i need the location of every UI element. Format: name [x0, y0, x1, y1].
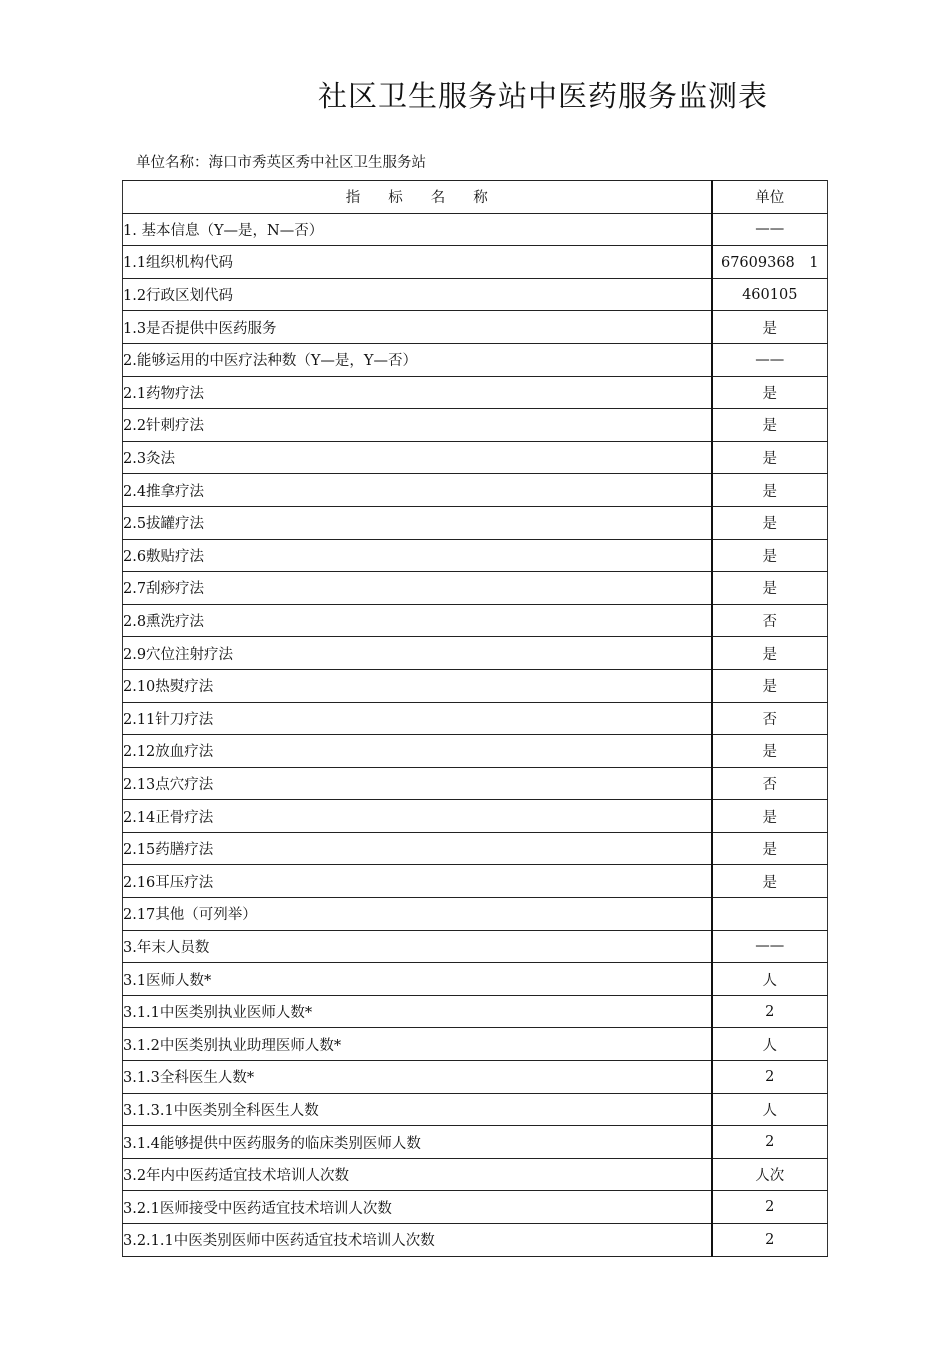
unit-value-cell: 人	[712, 963, 828, 996]
indicator-name-cell: 2.15药膳疗法	[123, 832, 712, 865]
unit-value-cell: 否	[712, 604, 828, 637]
unit-value-cell: 是	[712, 572, 828, 605]
table-row	[123, 311, 828, 344]
table-row	[123, 1126, 828, 1159]
indicator-name-cell: 3.1.1中医类别执业医师人数*	[123, 995, 712, 1028]
unit-value-cell: 是	[712, 637, 828, 670]
indicator-name-cell: 2.13点穴疗法	[123, 767, 712, 800]
indicator-name-cell: 3.1.2中医类别执业助理医师人数*	[123, 1028, 712, 1061]
unit-value-cell: 2	[712, 1191, 828, 1224]
unit-value-cell: 是	[712, 669, 828, 702]
table-row	[123, 1224, 828, 1257]
table-row	[123, 474, 828, 507]
table-row	[123, 376, 828, 409]
table-row	[123, 832, 828, 865]
unit-value-cell: 2	[712, 1224, 828, 1257]
table-row	[123, 213, 828, 246]
unit-value-cell: 否	[712, 767, 828, 800]
table-row	[123, 735, 828, 768]
table-row	[123, 995, 828, 1028]
table-row	[123, 604, 828, 637]
unit-value-cell: 2	[712, 995, 828, 1028]
unit-value-cell: 2	[712, 1061, 828, 1094]
table-row	[123, 669, 828, 702]
table-row	[123, 637, 828, 670]
table-row	[123, 1158, 828, 1191]
unit-value-cell: 是	[712, 506, 828, 539]
unit-value-cell: 是	[712, 441, 828, 474]
header-char: 标	[388, 190, 403, 207]
table-row	[123, 506, 828, 539]
unit-value-cell: 2	[712, 1126, 828, 1159]
unit-value-cell: 是	[712, 409, 828, 442]
table-header-row	[123, 181, 828, 214]
table-row	[123, 1191, 828, 1224]
indicator-name-cell: 3.2年内中医药适宜技术培训人次数	[123, 1158, 712, 1191]
indicator-name-cell: 2.4推拿疗法	[123, 474, 712, 507]
table-row	[123, 800, 828, 833]
indicator-name-cell: 2.3灸法	[123, 441, 712, 474]
indicator-name-header	[123, 181, 712, 214]
indicator-name-cell: 1.1组织机构代码	[123, 246, 712, 279]
unit-value-cell: 是	[712, 735, 828, 768]
table-row	[123, 1093, 828, 1126]
indicator-name-cell: 3.1.3.1中医类别全科医生人数	[123, 1093, 712, 1126]
unit-value-cell	[712, 898, 828, 931]
indicator-name-cell: 1. 基本信息（Y—是，N—否）	[123, 213, 712, 246]
unit-value-cell: ——	[712, 213, 828, 246]
unit-value-cell: 是	[712, 474, 828, 507]
indicator-name-cell: 3.2.1医师接受中医药适宜技术培训人次数	[123, 1191, 712, 1224]
unit-value-cell: ——	[712, 343, 828, 376]
table-body	[123, 213, 828, 1256]
unit-value-cell: 是	[712, 539, 828, 572]
table-row	[123, 898, 828, 931]
indicator-name-cell: 3.2.1.1中医类别医师中医药适宜技术培训人次数	[123, 1224, 712, 1257]
header-char: 指	[345, 190, 361, 207]
indicator-name-cell: 3.1医师人数*	[123, 963, 712, 996]
unit-value-cell: 人	[712, 1028, 828, 1061]
indicator-name-cell: 2.5拔罐疗法	[123, 506, 712, 539]
unit-value-cell: 460105	[712, 278, 828, 311]
indicator-name-cell: 2.10热熨疗法	[123, 669, 712, 702]
indicator-name-cell: 3.1.3全科医生人数*	[123, 1061, 712, 1094]
indicator-name-cell: 2.能够运用的中医疗法种数（Y—是，Y—否）	[123, 343, 712, 376]
unit-value-cell: 否	[712, 702, 828, 735]
indicator-name-cell: 2.11针刀疗法	[123, 702, 712, 735]
header-char: 名	[430, 190, 446, 207]
table-row	[123, 539, 828, 572]
unit-value-cell: 人次	[712, 1158, 828, 1191]
indicator-name-cell: 3.1.4能够提供中医药服务的临床类别医师人数	[123, 1126, 712, 1159]
monitoring-table	[122, 180, 828, 1257]
unit-name-label: 单位名称：海口市秀英区秀中社区卫生服务站	[136, 155, 426, 171]
unit-value-cell: 是	[712, 376, 828, 409]
table-row	[123, 572, 828, 605]
page-title: 社区卫生服务站中医药服务监测表	[318, 79, 769, 113]
indicator-name-cell: 2.12放血疗法	[123, 735, 712, 768]
indicator-name-cell: 2.2针刺疗法	[123, 409, 712, 442]
indicator-name-cell: 2.14正骨疗法	[123, 800, 712, 833]
header-char: 称	[473, 190, 488, 207]
table-row	[123, 1061, 828, 1094]
unit-value-cell: 是	[712, 311, 828, 344]
unit-value-cell: 人	[712, 1093, 828, 1126]
table-row	[123, 409, 828, 442]
unit-value-cell: 是	[712, 800, 828, 833]
indicator-name-cell: 2.1药物疗法	[123, 376, 712, 409]
unit-value-cell: ——	[712, 930, 828, 963]
table-row	[123, 441, 828, 474]
table-row	[123, 865, 828, 898]
indicator-name-cell: 1.3是否提供中医药服务	[123, 311, 712, 344]
table-row	[123, 246, 828, 279]
indicator-name-cell: 2.16耳压疗法	[123, 865, 712, 898]
unit-value-cell: 是	[712, 832, 828, 865]
unit-value-cell: 67609368 1	[712, 246, 828, 279]
table-row	[123, 1028, 828, 1061]
table-row	[123, 963, 828, 996]
table-row	[123, 278, 828, 311]
indicator-name-cell: 2.8熏洗疗法	[123, 604, 712, 637]
indicator-name-cell: 2.7刮痧疗法	[123, 572, 712, 605]
indicator-name-cell: 2.17其他（可列举）	[123, 898, 712, 931]
indicator-name-cell: 2.6敷贴疗法	[123, 539, 712, 572]
unit-header: 单位	[712, 181, 828, 214]
indicator-name-cell: 3.年末人员数	[123, 930, 712, 963]
table-row	[123, 343, 828, 376]
indicator-name-cell: 2.9穴位注射疗法	[123, 637, 712, 670]
table-row	[123, 702, 828, 735]
indicator-name-cell: 1.2行政区划代码	[123, 278, 712, 311]
table-row	[123, 767, 828, 800]
table-row	[123, 930, 828, 963]
unit-value-cell: 是	[712, 865, 828, 898]
